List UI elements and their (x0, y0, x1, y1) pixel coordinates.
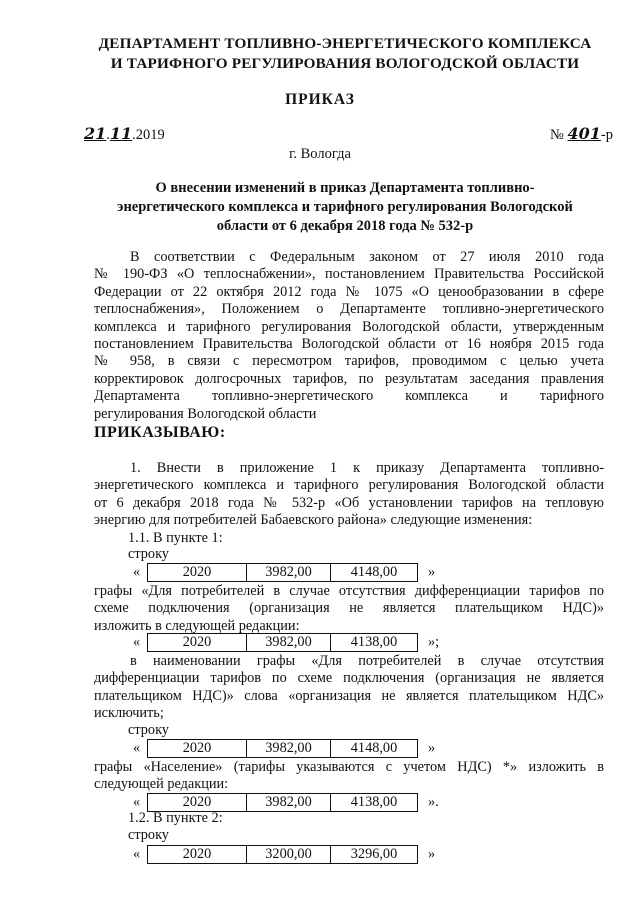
preamble-line: № 958, в связи с пересмотром тарифов, проводимом с целью учета (94, 353, 604, 370)
text-c-line: графы «Население» (тарифы указываются с учетом НДС) *» изложить в (94, 759, 604, 775)
tariff-cells (147, 845, 418, 864)
text-block-a (94, 583, 604, 635)
cell-year: 2020 (182, 633, 212, 650)
preamble-line: регулирования Вологодской области (94, 405, 317, 422)
department-line-2: И ТАРИФНОГО РЕГУЛИРОВАНИЯ ВОЛОГОДСКОЙ ОБЛАСТИ (110, 55, 580, 72)
order-title: ПРИКАЗ (285, 91, 355, 108)
subject-line-3: области от 6 декабря 2018 года № 532-р (216, 218, 474, 234)
date-sep: . (106, 127, 110, 143)
close-quote: »; (428, 633, 440, 650)
open-quote: « (133, 793, 141, 810)
cell-year: 2020 (182, 845, 212, 862)
subitem-1-1: 1.1. В пункте 1: (128, 530, 223, 546)
tariff-cells (147, 633, 418, 652)
preamble-line: корректировок долгосрочных тарифов, по результатам заседания правления (94, 370, 604, 387)
cell-value-1: 3982,00 (246, 794, 330, 811)
cell-value-2: 3296,00 (330, 846, 417, 863)
item-1-line: энергетического комплекса и тарифного регулирования Вологодской области (94, 477, 604, 494)
tariff-row (133, 793, 439, 811)
preamble-line: Департамента топливно-энергетического комплекса и тарифного (94, 388, 604, 405)
preamble-line: № 190-ФЗ «О теплоснабжении», постановлением Правительства Российской (94, 266, 604, 283)
subject-line-2: энергетического комплекса и тарифного регулирования Вологодской (117, 199, 573, 215)
text-b-line: исключить; (94, 705, 164, 722)
department-heading (80, 34, 610, 74)
date-month: 11 (109, 124, 133, 143)
text-block-c (94, 759, 604, 794)
cell-value-2: 4138,00 (330, 794, 417, 811)
number-suffix: -р (600, 127, 613, 143)
tariff-row (133, 845, 435, 863)
cell-year: 2020 (182, 563, 212, 580)
tariff-row (133, 633, 439, 651)
preamble (94, 249, 604, 423)
tariff-row (133, 563, 435, 581)
item-1-line: от 6 декабря 2018 года № 532-р «Об установлении тарифов на тепловую (94, 494, 604, 511)
open-quote: « (133, 845, 141, 862)
department-line-1: ДЕПАРТАМЕНТ ТОПЛИВНО-ЭНЕРГЕТИЧЕСКОГО КОМПЛЕКСА (98, 35, 592, 52)
stroku-label: строку (128, 546, 169, 562)
text-c-line: следующей редакции: (94, 776, 229, 793)
text-block-b (94, 653, 604, 723)
text-a-line: изложить в следующей редакции: (94, 617, 300, 634)
text-a-line: схеме подключения (организация не является плательщиком НДС)» (94, 600, 604, 617)
order-date (84, 124, 165, 144)
close-quote: » (428, 845, 436, 862)
prikazyvayu-heading: ПРИКАЗЫВАЮ: (94, 424, 226, 441)
cell-value-2: 4148,00 (330, 740, 417, 757)
tariff-row (133, 739, 435, 757)
close-quote: ». (428, 793, 439, 810)
number-prefix: № (550, 127, 568, 143)
cell-value-1: 3982,00 (246, 564, 330, 581)
close-quote: » (428, 563, 436, 580)
text-b-line: в наименовании графы «Для потребителей в случае отсутствия (130, 653, 604, 669)
item-1-line: энергию для потребителей Бабаевского района» следующие изменения: (94, 512, 533, 529)
order-subject (95, 179, 595, 236)
preamble-line: Федерации от 22 октября 2012 года № 1075 «О ценообразовании в сфере (94, 283, 604, 300)
tariff-cells (147, 739, 418, 758)
text-b-line: дифференциации тарифов по схеме подключения (организация не является (94, 670, 604, 687)
stroku-label: строку (128, 827, 169, 843)
item-1 (94, 460, 604, 530)
open-quote: « (133, 739, 141, 756)
date-year: .2019 (132, 127, 165, 143)
cell-value-1: 3200,00 (246, 846, 330, 863)
cell-value-1: 3982,00 (246, 634, 330, 651)
cell-value-2: 4138,00 (330, 634, 417, 651)
city: г. Вологда (289, 146, 351, 162)
cell-year: 2020 (182, 739, 212, 756)
subject-line-1: О внесении изменений в приказ Департамента топливно- (155, 180, 535, 196)
preamble-line: теплоснабжения», Положением о Департаменте топливно-энергетического (94, 301, 604, 318)
cell-value-2: 4148,00 (330, 564, 417, 581)
open-quote: « (133, 563, 141, 580)
date-day: 21 (84, 124, 107, 143)
text-a-line: графы «Для потребителей в случае отсутствия дифференциации тарифов по (94, 583, 604, 599)
open-quote: « (133, 633, 141, 650)
item-1-line: 1. Внести в приложение 1 к приказу Департамента топливно- (130, 460, 604, 476)
preamble-line: комплекса и тарифного регулирования Вологодской области, утвержденным (94, 318, 604, 335)
stroku-label: строку (128, 722, 169, 738)
order-number (550, 124, 613, 144)
subitem-1-2: 1.2. В пункте 2: (128, 810, 223, 826)
cell-value-1: 3982,00 (246, 740, 330, 757)
close-quote: » (428, 739, 436, 756)
number-value: 401 (567, 124, 601, 143)
cell-year: 2020 (182, 793, 212, 810)
preamble-line: постановлением Правительства Вологодской области от 16 ноября 2015 года (94, 336, 604, 353)
text-b-line: плательщиком НДС)» слова «организация не является плательщиком НДС» (94, 687, 604, 704)
preamble-line: В соответствии с Федеральным законом от 27 июля 2010 года (130, 249, 604, 265)
tariff-cells (147, 793, 418, 812)
tariff-cells (147, 563, 418, 582)
